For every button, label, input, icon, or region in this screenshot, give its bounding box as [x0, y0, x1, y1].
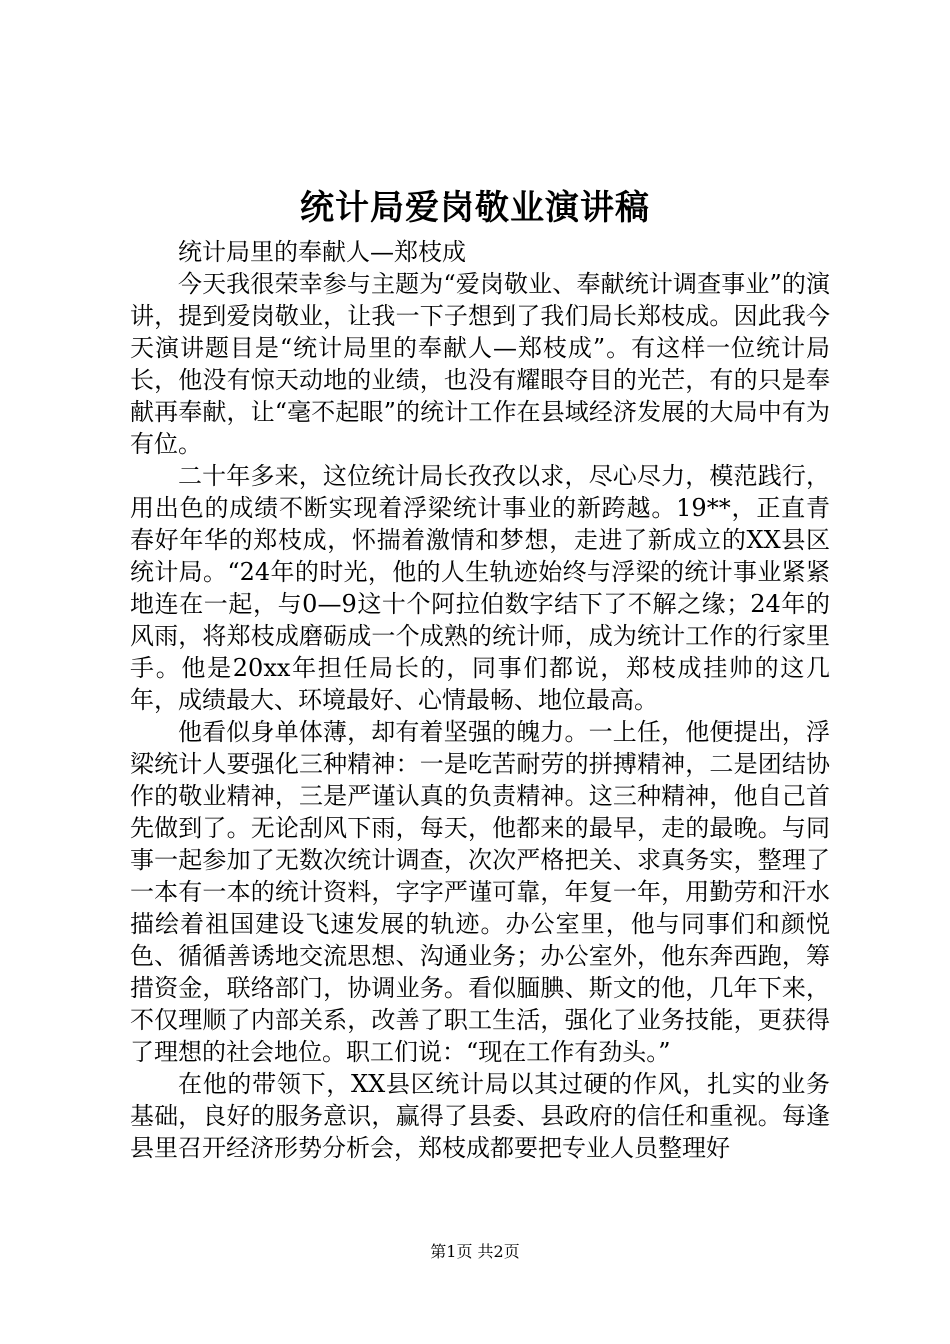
- paragraph-2: 二十年多来，这位统计局长孜孜以求，尽心尽力，模范践行，用出色的成绩不断实现着浮梁统计事业的新跨越。19**，正直青春好年华的郑枝成，怀揣着激情和梦想，走进了新成立的XX县区统计局。“24年的时光，他的人生轨迹始终与浮梁的统计事业紧紧地连在一起，与0—9这十个阿拉伯数字结下了不解之缘；24年的风雨，将郑枝成磨砺成一个成熟的统计师，成为统计工作的行家里手。他是20xx年担任局长的，同事们都说，郑枝成挂帅的这几年，成绩最大、环境最好、心情最畅、地位最高。: [130, 462, 830, 714]
- document-title: 统计局爱岗敬业演讲稿: [300, 188, 650, 228]
- paragraph-4: 在他的带领下，XX县区统计局以其过硬的作风，扎实的业务基础，良好的服务意识，赢得了县委、县政府的信任和重视。每逢县里召开经济形势分析会，郑枝成都要把专业人员整理好: [130, 1070, 830, 1162]
- paragraph-3: 他看似身单体薄，却有着坚强的魄力。一上任，他便提出，浮梁统计人要强化三种精神：一是吃苦耐劳的拼搏精神，二是团结协作的敬业精神，三是严谨认真的负责精神。这三种精神，他自己首先做到了。无论刮风下雨，每天，他都来的最早，走的最晚。与同事一起参加了无数次统计调查，次次严格把关、求真务实，整理了一本有一本的统计资料，字字严谨可靠，年复一年，用勤劳和汗水描绘着祖国建设飞速发展的轨迹。办公室里，他与同事们和颜悦色、循循善诱地交流思想、沟通业务；办公室外，他东奔西跑，筹措资金，联络部门，协调业务。看似腼腆、斯文的他，几年下来，不仅理顺了内部关系，改善了职工生活，强化了业务技能，更获得了理想的社会地位。职工们说：“现在工作有劲头。”: [130, 718, 830, 1066]
- document-body: [130, 236, 830, 1164]
- paragraph-1: 今天我很荣幸参与主题为“爱岗敬业、奉献统计调查事业”的演讲，提到爱岗敬业，让我一下子想到了我们局长郑枝成。因此我今天演讲题目是“统计局里的奉献人—郑枝成”。有这样一位统计局长，他没有惊天动地的业绩，也没有耀眼夺目的光芒，有的只是奉献再奉献，让“毫不起眼”的统计工作在县域经济发展的大局中有为有位。: [130, 270, 830, 458]
- document-subtitle: 统计局里的奉献人—郑枝成: [178, 238, 466, 266]
- page-footer: 第1页 共2页: [430, 1242, 520, 1261]
